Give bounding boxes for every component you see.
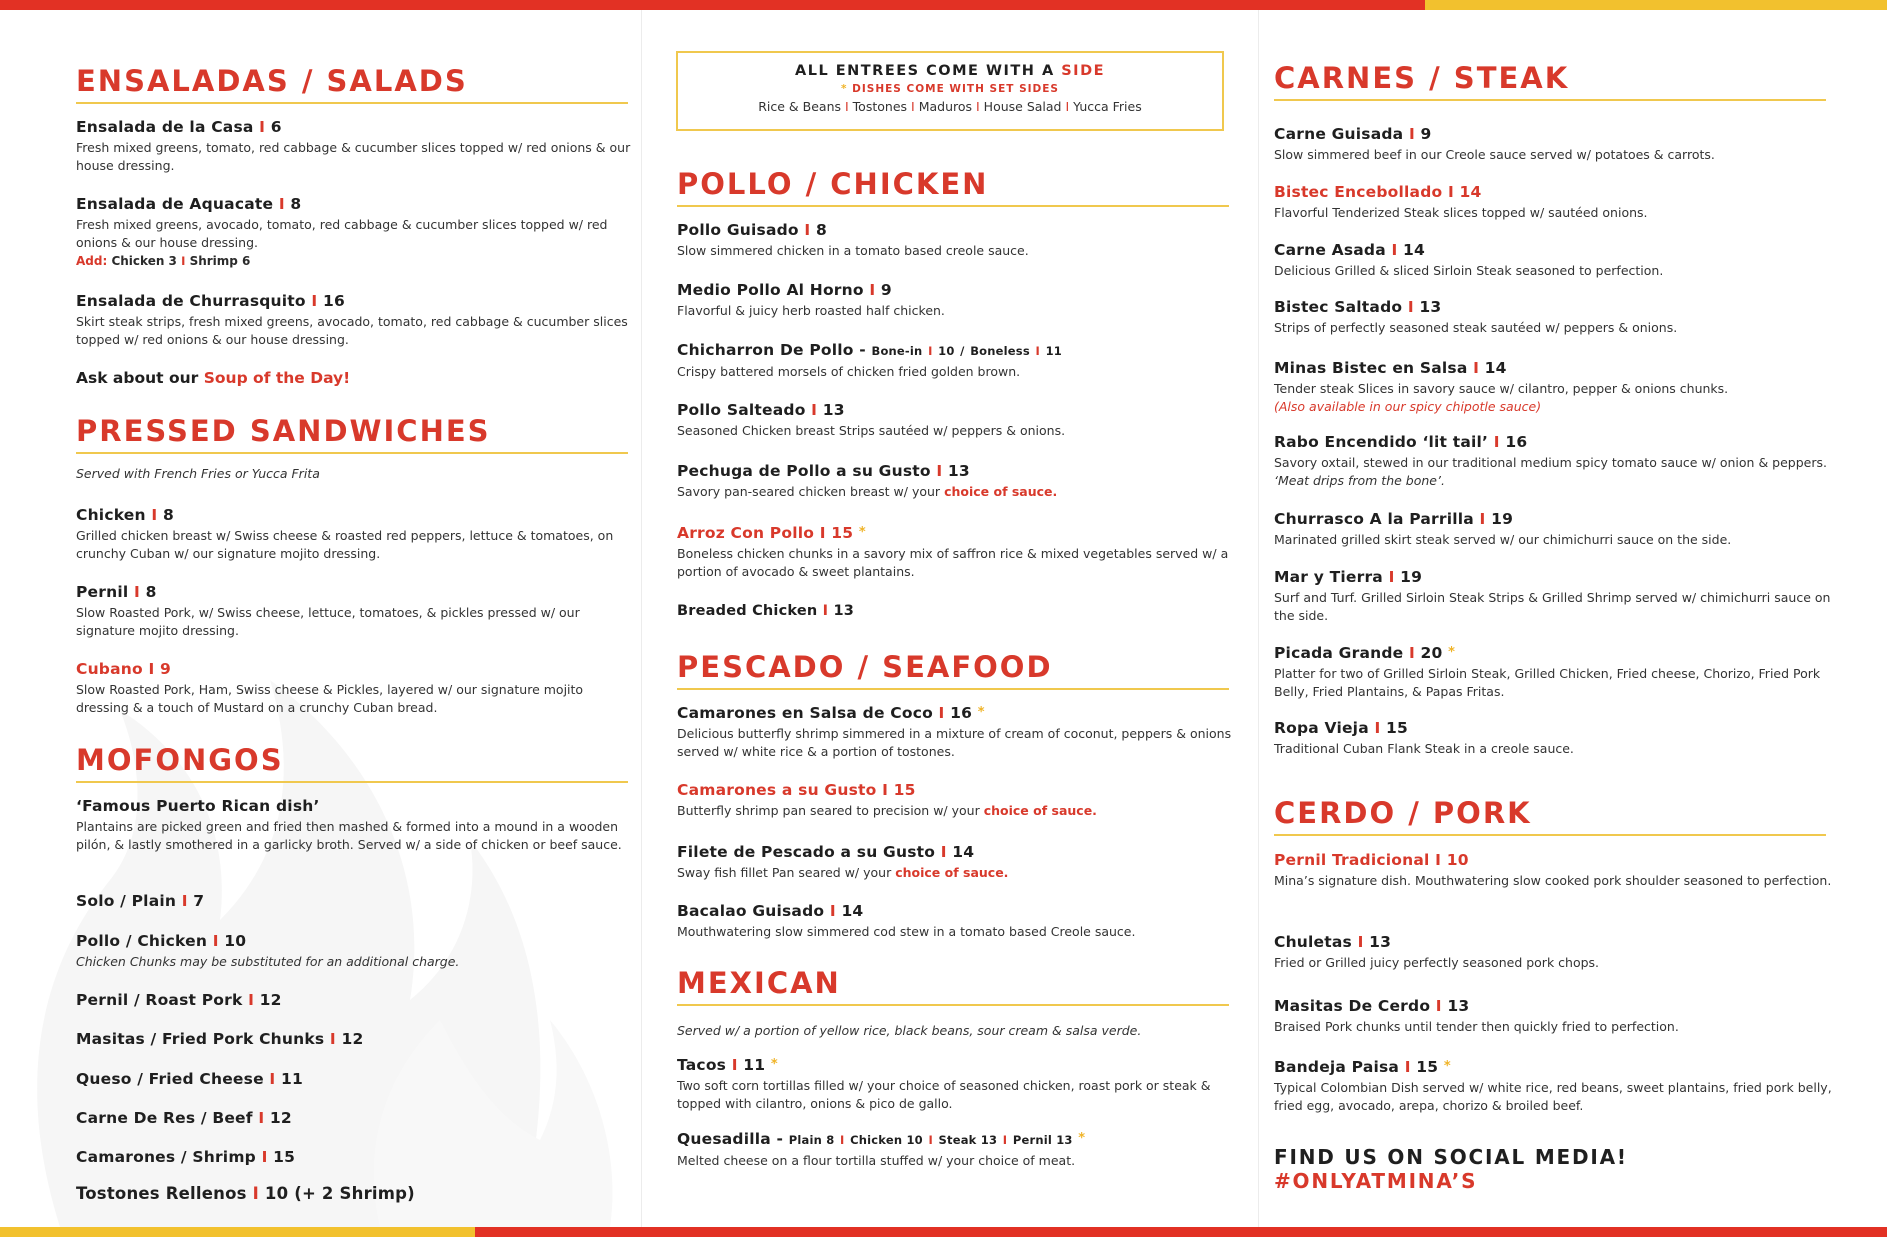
soup-of-the-day-note: Ask about our Soup of the Day! [76,369,351,387]
menu-item: Bacalao Guisado I 14 Mouthwatering slow simmered cod stew in a tomato based Creole sauce. [677,902,1136,939]
section-subtitle: Served w/ a portion of yellow rice, black beans, sour cream & salsa verde. [677,1023,1142,1038]
menu-item: Pechuga de Pollo a su Gusto I 13 Savory pan-seared chicken breast w/ your choice of sauce. [677,462,1058,499]
menu-item: Quesadilla - Plain 8 I Chicken 10 I Steak 13 I Pernil 13 * Melted cheese on a flour tortilla stuffed w/ your choice of meat. [677,1130,1086,1168]
section-title-mexican: MEXICAN [677,966,1229,1006]
menu-item: Masitas De Cerdo I 13 Braised Pork chunks until tender then quickly fried to perfection. [1274,997,1679,1034]
social-media-callout: FIND US ON SOCIAL MEDIA! #ONLYATMINA’S [1274,1145,1628,1193]
section-title-seafood: PESCADO / SEAFOOD [677,650,1229,690]
section-title-pork: CERDO / PORK [1274,796,1826,836]
menu-item: Carne Asada I 14 Delicious Grilled & sliced Sirloin Steak seasoned to perfection. [1274,241,1664,278]
menu-item: Bistec Saltado I 13 Strips of perfectly seasoned steak sautéed w/ peppers & onions. [1274,298,1678,335]
menu-item: Bandeja Paisa I 15 * Typical Colombian Dish served w/ white rice, red beans, sweet plantains, fried pork belly, fried egg, avocado, arepa, chorizo & broiled beef. [1274,1058,1832,1113]
menu-item: Rabo Encendido ‘lit tail’ I 16 Savory oxtail, stewed in our traditional medium spicy tomato sauce w/ onion & peppers. ‘Meat drips from the bone’. [1274,433,1827,488]
menu-item: Medio Pollo Al Horno I 9 Flavorful & juicy herb roasted half chicken. [677,281,945,318]
menu-item: Ropa Vieja I 15 Traditional Cuban Flank Steak in a creole sauce. [1274,719,1574,756]
menu-item: Pollo / Chicken I 10 Chicken Chunks may be substituted for an additional charge. [76,932,460,969]
section-title-chicken: POLLO / CHICKEN [677,167,1229,207]
menu-item: Picada Grande I 20 * Platter for two of Grilled Sirloin Steak, Grilled Chicken, Fried cheese, Chorizo, Fried Pork Belly, Fried Plantains, & Papas Fritas. [1274,644,1821,699]
sides-info-box: ALL ENTREES COME WITH A SIDE * DISHES COME WITH SET SIDES Rice & Beans I Tostones I Maduros I House Salad I Yucca Fries [676,51,1224,131]
menu-item: Queso / Fried Cheese I 11 [76,1070,303,1088]
menu-item: Minas Bistec en Salsa I 14 Tender steak Slices in savory sauce w/ cilantro, pepper & onions chunks. (Also available in our spicy chipotle sauce) [1274,359,1729,414]
section-title-sandwiches: PRESSED SANDWICHES [76,414,628,454]
menu-item: Tacos I 11 * Two soft corn tortillas filled w/ your choice of seasoned chicken, roast pork or steak & topped with cilantro, onions & pico de gallo. [677,1056,1211,1111]
menu-item: Pollo Salteado I 13 Seasoned Chicken breast Strips sautéed w/ peppers & onions. [677,401,1066,438]
menu-item: Cubano I 9 Slow Roasted Pork, Ham, Swiss cheese & Pickles, layered w/ our signature mojito dressing & a touch of Mustard on a crunchy Cuban bread. [76,660,584,715]
section-title-salads: ENSALADAS / SALADS [76,64,628,104]
menu-item: Churrasco A la Parrilla I 19 Marinated grilled skirt steak served w/ our chimichurri sauce on the side. [1274,510,1732,547]
menu-item: Ensalada de Aquacate I 8 Fresh mixed greens, avocado, tomato, red cabbage & cucumber slices topped w/ red onions & our house dressing. Add: Chicken 3 I Shrimp 6 [76,194,636,268]
menu-item: Carne De Res / Beef I 12 [76,1109,292,1127]
menu-item: ‘Famous Puerto Rican dish’ Plantains are picked green and fried then mashed & formed into a mound in a wooden pilón, & lastly smothered in a garlicky broth. Served w/ a side of chicken or beef sauce. [76,797,622,852]
menu-item: Ensalada de Churrasquito I 16 Skirt steak strips, fresh mixed greens, avocado, tomato, red cabbage & cucumber slices topped w/ red onions & our house dressing. [76,292,628,347]
fold-line [1258,10,1259,1227]
menu-item: Chuletas I 13 Fried or Grilled juicy perfectly seasoned pork chops. [1274,933,1600,970]
menu-item: Pernil I 8 Slow Roasted Pork, w/ Swiss cheese, lettuce, tomatoes, & pickles pressed w/ our signature mojito dressing. [76,583,580,638]
menu-item: Breaded Chicken I 13 [677,603,855,619]
fold-line [641,10,642,1227]
menu-item: Camarones / Shrimp I 15 [76,1148,296,1166]
section-subtitle: Served with French Fries or Yucca Frita [76,466,320,481]
menu-item: Pernil Tradicional I 10 Mina’s signature dish. Mouthwatering slow cooked pork shoulder seasoned to perfection. [1274,851,1832,888]
menu-item: Chicharron De Pollo - Bone-in I 10 / Boneless I 11 Crispy battered morsels of chicken fried golden brown. [677,341,1062,379]
menu-item: Camarones en Salsa de Coco I 16 * Delicious butterfly shrimp simmered in a mixture of cream of coconut, peppers & onions served w/ white rice & a portion of tostones. [677,704,1232,759]
top-color-bar [0,0,1887,10]
menu-item: Bistec Encebollado I 14 Flavorful Tenderized Steak slices topped w/ sautéed onions. [1274,183,1648,220]
add-on-line: Add: Chicken 3 I Shrimp 6 [76,254,251,268]
section-title-mofongos: MOFONGOS [76,743,628,783]
menu-item: Tostones Rellenos I 10 (+ 2 Shrimp) [76,1184,415,1203]
menu-item: Solo / Plain I 7 [76,892,205,910]
bottom-color-bar [0,1227,1887,1237]
menu-item: Chicken I 8 Grilled chicken breast w/ Swiss cheese & roasted red peppers, lettuce & tomatoes, on crunchy Cuban w/ our signature mojito dressing. [76,506,614,561]
menu-item: Masitas / Fried Pork Chunks I 12 [76,1030,364,1048]
menu-item: Carne Guisada I 9 Slow simmered beef in our Creole sauce served w/ potatoes & carrots. [1274,125,1715,162]
menu-item: Pollo Guisado I 8 Slow simmered chicken in a tomato based creole sauce. [677,221,1029,258]
menu-item: Arroz Con Pollo I 15 * Boneless chicken chunks in a savory mix of saffron rice & mixed vegetables served w/ a portion of avocado & sweet plantains. [677,524,1229,579]
menu-item: Camarones a su Gusto I 15 Butterfly shrimp pan seared to precision w/ your choice of sauce. [677,781,1097,818]
section-title-steak: CARNES / STEAK [1274,61,1826,101]
menu-item: Pernil / Roast Pork I 12 [76,991,282,1009]
menu-item: Ensalada de la Casa I 6 Fresh mixed greens, tomato, red cabbage & cucumber slices topped w/ red onions & our house dressing. [76,118,631,173]
menu-item: Mar y Tierra I 19 Surf and Turf. Grilled Sirloin Steak Strips & Grilled Shrimp served w/ chimichurri sauce on the side. [1274,568,1831,623]
menu-item: Filete de Pescado a su Gusto I 14 Sway fish fillet Pan seared w/ your choice of sauce. [677,843,1009,880]
